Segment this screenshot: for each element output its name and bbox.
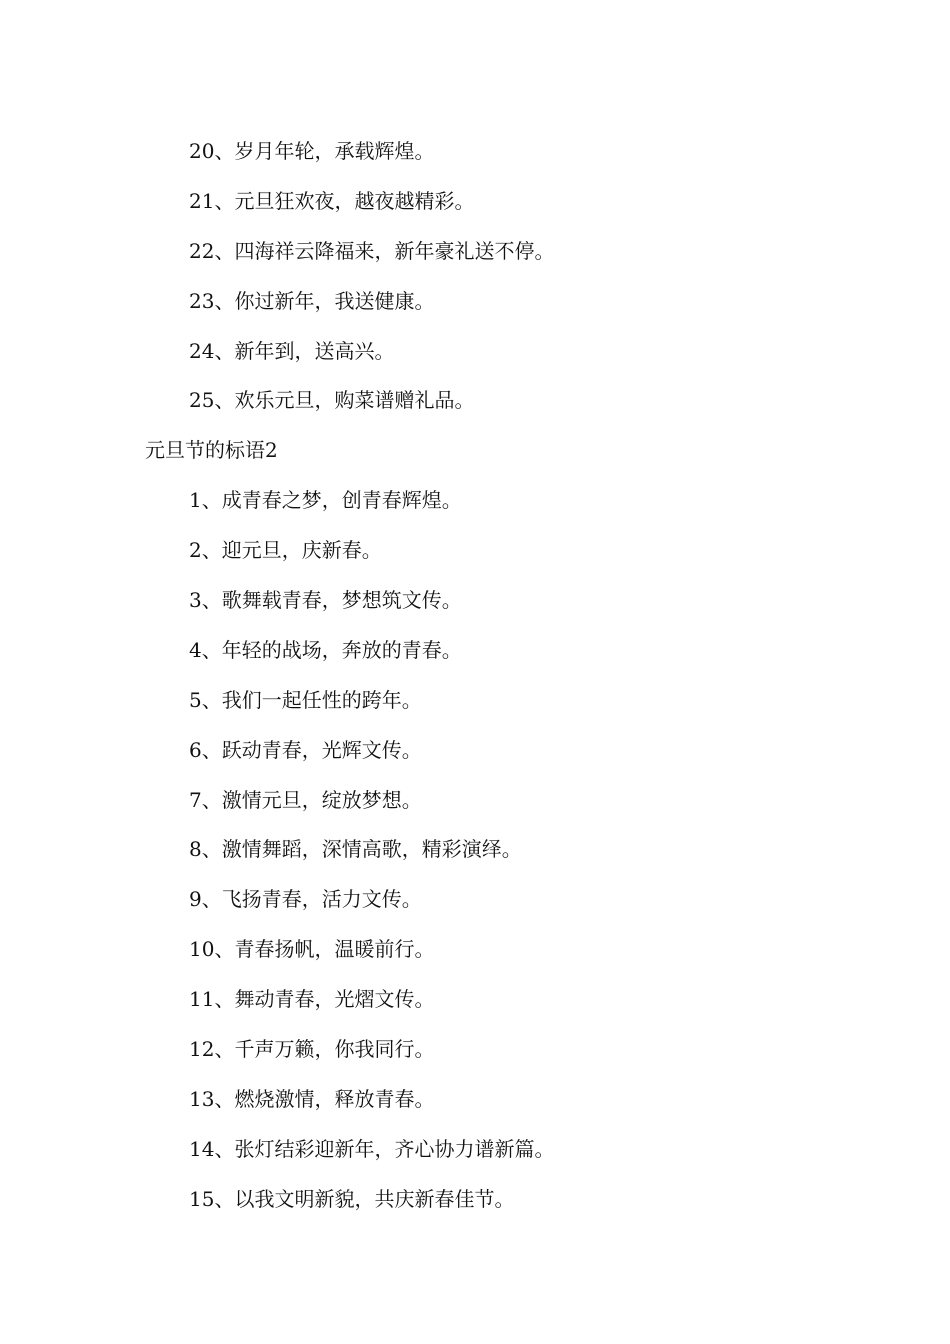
list-item: 9、飞扬青春，活力文传。 (189, 887, 422, 912)
list-item: 6、跃动青春，光辉文传。 (189, 737, 422, 762)
list-item: 2、迎元旦，庆新春。 (189, 538, 382, 563)
list-item: 4、年轻的战场，奔放的青春。 (189, 637, 462, 662)
list-item: 21、元旦狂欢夜，越夜越精彩。 (189, 188, 475, 213)
list-item: 25、欢乐元旦，购菜谱赠礼品。 (189, 388, 475, 413)
list-item: 5、我们一起任性的跨年。 (189, 687, 422, 712)
section-heading: 元旦节的标语2 (145, 438, 278, 463)
list-item: 23、你过新年，我送健康。 (189, 288, 435, 313)
document-body (145, 134, 845, 1232)
list-item: 20、岁月年轮，承载辉煌。 (189, 139, 435, 163)
list-item: 14、张灯结彩迎新年，齐心协力谱新篇。 (189, 1136, 555, 1161)
list-item: 24、新年到，送高兴。 (189, 338, 395, 363)
list-item: 15、以我文明新貌，共庆新春佳节。 (189, 1186, 515, 1211)
list-item: 1、成青春之梦，创青春辉煌。 (189, 488, 462, 513)
list-item: 12、千声万籁，你我同行。 (189, 1037, 435, 1062)
list-item: 10、青春扬帆，温暖前行。 (189, 937, 435, 962)
list-item: 11、舞动青春，光熠文传。 (189, 987, 435, 1012)
list-item: 8、激情舞蹈，深情高歌，精彩演绎。 (189, 837, 522, 862)
list-item: 3、歌舞载青春，梦想筑文传。 (189, 588, 462, 613)
list-item: 13、燃烧激情，释放青春。 (189, 1086, 435, 1111)
list-item: 7、激情元旦，绽放梦想。 (189, 787, 422, 812)
list-item: 22、四海祥云降福来，新年豪礼送不停。 (189, 238, 555, 263)
